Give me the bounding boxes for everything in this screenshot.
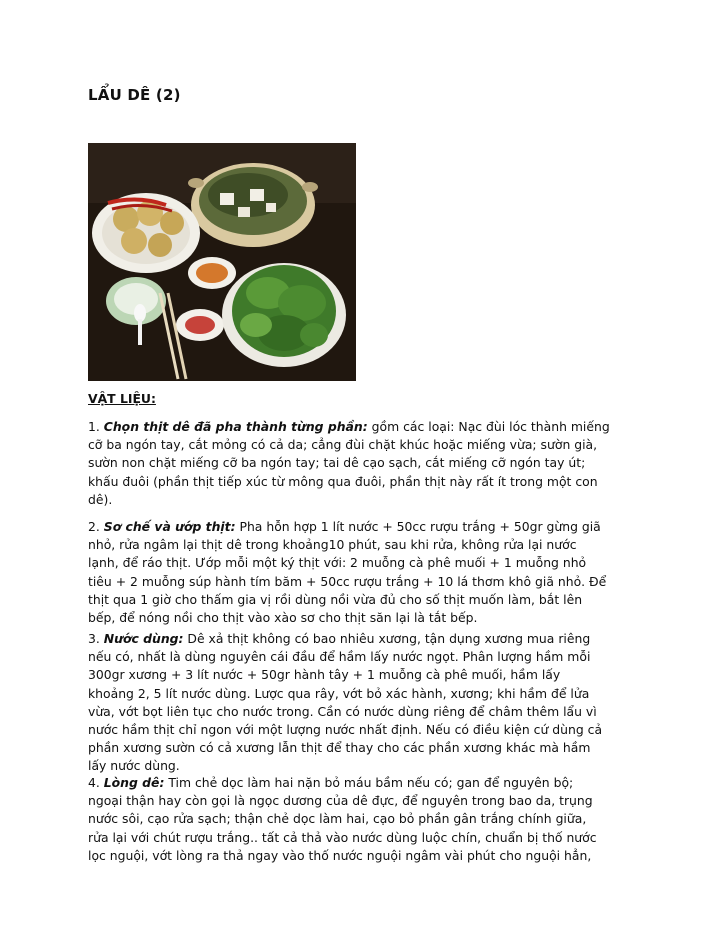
paragraph-line: sườn non chặt miếng cỡ ba ngón tay; tai dê cạo sạch, cắt miếng cỡ ngón tay út;: [88, 455, 586, 471]
page-title: LẨU DÊ (2): [88, 86, 181, 104]
paragraph-line: nước sôi, cạo rửa sạch; thận chẻ dọc làm hai, cạo bỏ phần gân trắng chính giữa,: [88, 811, 587, 827]
paragraph-line: Dê xả thịt không có bao nhiêu xương, tận dụng xương mua riêng: [183, 631, 591, 646]
paragraph-line: ngoại thận hay còn gọi là ngọc dương của dê đực, để nguyên trong bao da, trụng: [88, 793, 593, 809]
paragraph-line: nhỏ, rửa ngâm lại thịt dê trong khoảng10 phút, sau khi rửa, không rửa lại nước: [88, 537, 577, 553]
paragraph-2: [88, 518, 648, 627]
paragraph-line: gồm các loại: Nạc đùi lóc thành miếng: [367, 419, 610, 434]
paragraph-line: cỡ ba ngón tay, cắt mỏng có cả da; cẳng đùi chặt khúc hoặc miếng vừa; sườn già,: [88, 437, 598, 453]
paragraph-line: nếu có, nhất là dùng nguyên cái đầu để hầm lấy nước ngọt. Phân lượng hầm mỗi: [88, 649, 591, 665]
section-heading: VẬT LIỆU:: [88, 391, 156, 406]
paragraph-line: lấy nước dùng.: [88, 758, 180, 774]
paragraph-line: dê).: [88, 491, 113, 507]
hotpot-illustration: [88, 143, 356, 381]
paragraph-number: 3.: [88, 631, 104, 646]
paragraph-number: 2.: [88, 519, 104, 534]
paragraph-line: vừa, vớt bọt liên tục cho nước trong. Cần có nước dùng riêng để châm thêm lẩu vì: [88, 703, 597, 719]
paragraph-line: nước hầm thịt chỉ ngon với một lượng nước nhất định. Nếu có điều kiện cứ dùng cả: [88, 722, 603, 738]
paragraph-term: Nước dùng:: [103, 631, 184, 646]
paragraph-3: [88, 630, 648, 776]
paragraph-line: tiêu + 2 muỗng súp hành tím băm + 50cc rượu trắng + 10 lá thơm khô giã nhỏ. Để: [88, 573, 607, 589]
paragraph-line: phần xương sườn có cả xương lẫn thịt để thay cho các phần xương khác mà hầm: [88, 740, 591, 756]
paragraph-line: lạnh, để ráo thịt. Ướp mỗi một ký thịt với: 2 muỗng cà phê muối + 1 muỗng nhỏ: [88, 555, 587, 571]
paragraph-number: 4.: [88, 775, 104, 790]
paragraph-term: Chọn thịt dê đã pha thành từng phần:: [103, 419, 368, 434]
paragraph-term: Sơ chế và ướp thịt:: [103, 519, 236, 534]
paragraph-line: khấu đuôi (phần thịt tiếp xúc từ mông qua đuôi, phần thịt này rất ít trong một con: [88, 473, 598, 489]
paragraph-1: [88, 418, 648, 509]
paragraph-line: rửa lại với chút rượu trắng.. tất cả thả vào nước dùng luộc chín, chuẩn bị thố nước: [88, 829, 597, 845]
paragraph-line: Pha hỗn hợp 1 lít nước + 50cc rượu trắng + 50gr gừng giã: [235, 519, 601, 534]
paragraph-line: khoảng 2, 5 lít nước dùng. Lược qua rây, vớt bỏ xác hành, xương; khi hầm để lửa: [88, 685, 590, 701]
paragraph-line: bếp, để nóng nồi cho thịt vào xào sơ cho thịt săn lại là tắt bếp.: [88, 610, 478, 626]
paragraph-line: lọc nguội, vớt lòng ra thả ngay vào thố nước nguội ngâm vài phút cho nguội hẳn,: [88, 847, 592, 863]
paragraph-number: 1.: [88, 419, 104, 434]
paragraph-4: [88, 774, 648, 865]
paragraph-line: 300gr xương + 3 lít nước + 50gr hành tây + 1 muỗng cà phê muối, hầm lấy: [88, 667, 561, 683]
paragraph-line: Tim chẻ dọc làm hai nặn bỏ máu bầm nếu có; gan để nguyên bộ;: [164, 775, 574, 790]
paragraph-term: Lòng dê:: [103, 775, 165, 790]
paragraph-line: thịt qua 1 giờ cho thấm gia vị rồi dùng nồi vừa đủ cho số thịt muốn làm, bắt lên: [88, 591, 583, 607]
food-photo: [88, 143, 356, 381]
